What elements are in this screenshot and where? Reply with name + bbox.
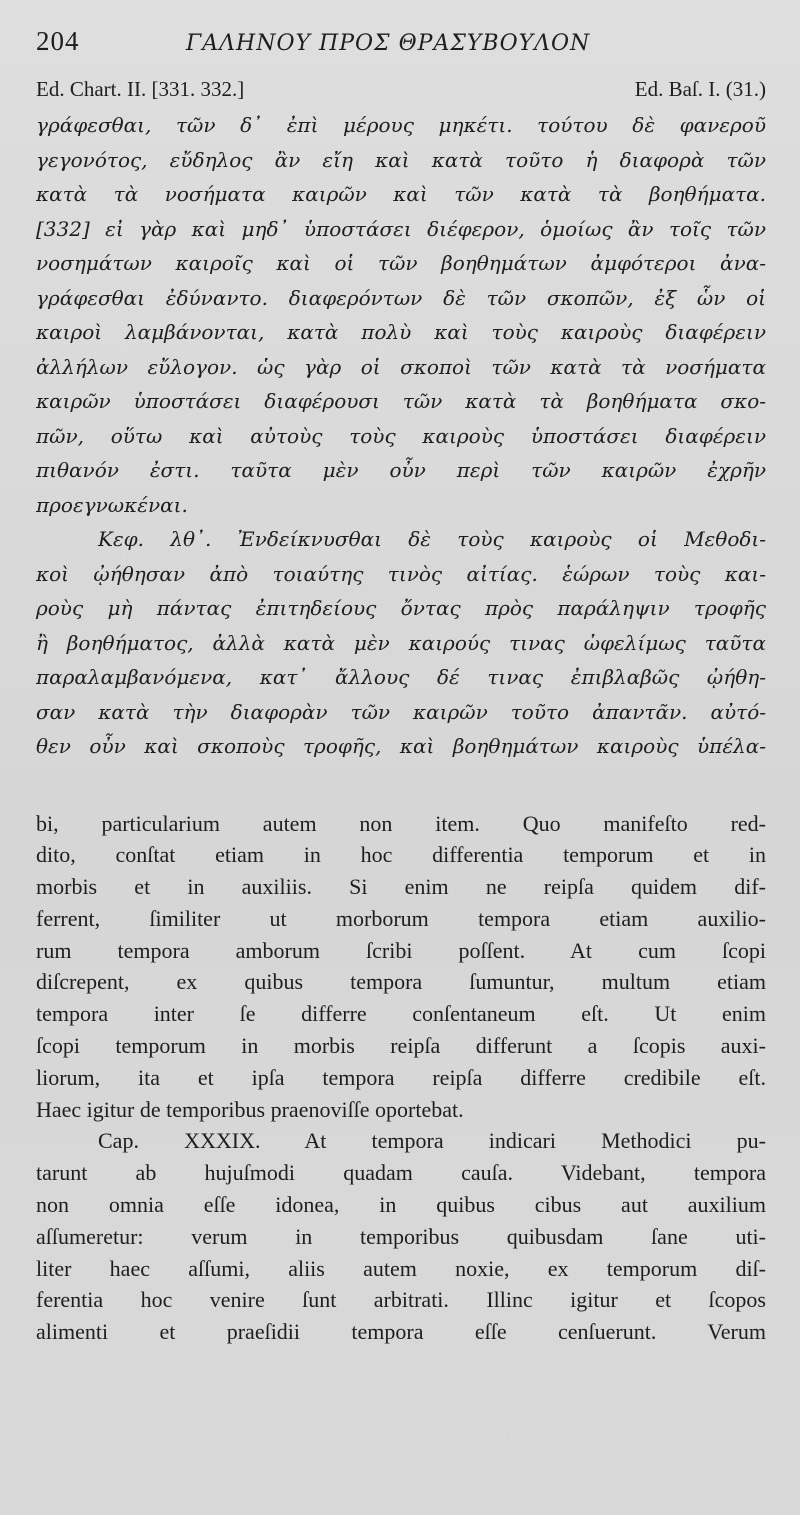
greek-line: πῶν, οὕτω καὶ αὐτοὺς τοὺς καιροὺς ὑποστάσει διαφέρειν	[36, 423, 766, 448]
latin-line: alimenti et praeſidii tempora eſſe cenſuerunt. Verum	[36, 1319, 766, 1345]
latin-chapter-heading-line: Cap. XXXIX. At tempora indicari Methodici pu-	[98, 1128, 766, 1154]
latin-line: bi, particularium autem non item. Quo manifeſto red-	[36, 810, 766, 836]
edition-chart-reference: Ed. Chart. II. [331. 332.]	[36, 76, 245, 101]
greek-line: νοσημάτων καιροῖς καὶ οἱ τῶν βοηθημάτων ἀμφότεροι ἀνα-	[36, 251, 766, 275]
greek-line: [332] εἰ γὰρ καὶ μηδ᾽ ὑποστάσει διέφερον, ὁμοίως ἂν τοῖς τῶν	[36, 216, 766, 241]
page-header	[36, 26, 766, 72]
page-number: 204	[36, 26, 80, 56]
latin-line: morbis et in auxiliis. Si enim ne reipſa quidem dif-	[36, 874, 766, 900]
latin-line: Haec igitur de temporibus praenoviſſe oportebat.	[36, 1096, 464, 1122]
running-head: ΓΑΛΗΝΟΥ ΠΡΟΣ ΘΡΑΣΥΒΟΥΛΟΝ	[186, 31, 591, 56]
greek-line: ἀλλήλων εὔλογον. ὡς γὰρ οἱ σκοποὶ τῶν κατὰ τὰ νοσήματα	[36, 354, 766, 379]
greek-line: γράφεσθαι ἐδύναντο. διαφερόντων δὲ τῶν σκοπῶν, ἐξ ὧν οἱ	[36, 285, 766, 310]
latin-line: tarunt ab hujuſmodi quadam cauſa. Videbant, tempora	[36, 1160, 766, 1186]
greek-line: ροὺς μὴ πάντας ἐπιτηδείους ὄντας πρὸς παράληψιν τροφῆς	[36, 596, 766, 620]
greek-line: καιροὶ λαμβάνονται, κατὰ πολὺ καὶ τοὺς καιροὺς διαφέρειν	[36, 320, 766, 344]
greek-chapter-heading-line: Κεφ. λθ᾽. Ἐνδείκνυσθαι δὲ τοὺς καιροὺς οἱ Μεθοδι-	[98, 527, 766, 551]
greek-line: προεγνωκέναι.	[36, 492, 188, 517]
greek-line: καιρῶν ὑποστάσει διαφέρουσι τῶν κατὰ τὰ βοηθήματα σκο-	[36, 389, 766, 413]
greek-line: γράφεσθαι, τῶν δ᾽ ἐπὶ μέρους μηκέτι. τούτου δὲ φανεροῦ	[36, 113, 766, 137]
greek-line: ἢ βοηθήματος, ἀλλὰ κατὰ μὲν καιρούς τινας ὠφελίμως ταῦτα	[36, 630, 766, 655]
greek-line: σαν κατὰ τὴν διαφορὰν τῶν καιρῶν τοῦτο ἀπαντᾶν. αὐτό-	[36, 699, 766, 724]
latin-line: liorum, ita et ipſa tempora reipſa differre credibile eſt.	[36, 1064, 766, 1090]
greek-line: θεν οὖν καὶ σκοποὺς τροφῆς, καὶ βοηθημάτων καιροὺς ὑπέλα-	[36, 734, 766, 758]
latin-line: tempora inter ſe differre conſentaneum eſt. Ut enim	[36, 1001, 766, 1027]
latin-line: ſcopi temporum in morbis reipſa differunt a ſcopis auxi-	[36, 1033, 766, 1059]
latin-line: ferrent, ſimiliter ut morborum tempora etiam auxilio-	[36, 905, 766, 931]
edition-reference-line	[36, 72, 766, 106]
greek-line: κατὰ τὰ νοσήματα καιρῶν καὶ τῶν κατὰ τὰ βοηθήματα.	[36, 182, 766, 206]
greek-line: γεγονότος, εὔδηλος ἂν εἴη καὶ κατὰ τοῦτο ἡ διαφορὰ τῶν	[36, 147, 766, 172]
edition-basel-reference: Ed. Baſ. I. (31.)	[634, 76, 766, 101]
latin-line: non omnia eſſe idonea, in quibus cibus aut auxilium	[36, 1192, 766, 1218]
latin-text-block	[36, 808, 766, 1349]
greek-line: παραλαμβανόμενα, κατ᾽ ἄλλους δέ τινας ἐπιβλαβῶς ᾠήθη-	[36, 665, 766, 689]
greek-line: κοὶ ᾠήθησαν ἀπὸ τοιαύτης τινὸς αἰτίας. ἑώρων τοὺς και-	[36, 561, 766, 586]
latin-line: aſſumeretur: verum in temporibus quibusdam ſane uti-	[36, 1223, 766, 1249]
latin-line: ferentia hoc venire ſunt arbitrati. Illinc igitur et ſcopos	[36, 1287, 766, 1313]
greek-line: πιθανόν ἐστι. ταῦτα μὲν οὖν περὶ τῶν καιρῶν ἐχρῆν	[36, 458, 766, 482]
latin-line: liter haec aſſumi, aliis autem noxie, ex temporum diſ-	[36, 1255, 766, 1281]
latin-line: dito, conſtat etiam in hoc differentia temporum et in	[36, 842, 766, 868]
latin-line: diſcrepent, ex quibus tempora ſumuntur, multum etiam	[36, 969, 766, 995]
latin-line: rum tempora amborum ſcribi poſſent. At cum ſcopi	[36, 937, 766, 963]
greek-text-block	[36, 108, 766, 764]
